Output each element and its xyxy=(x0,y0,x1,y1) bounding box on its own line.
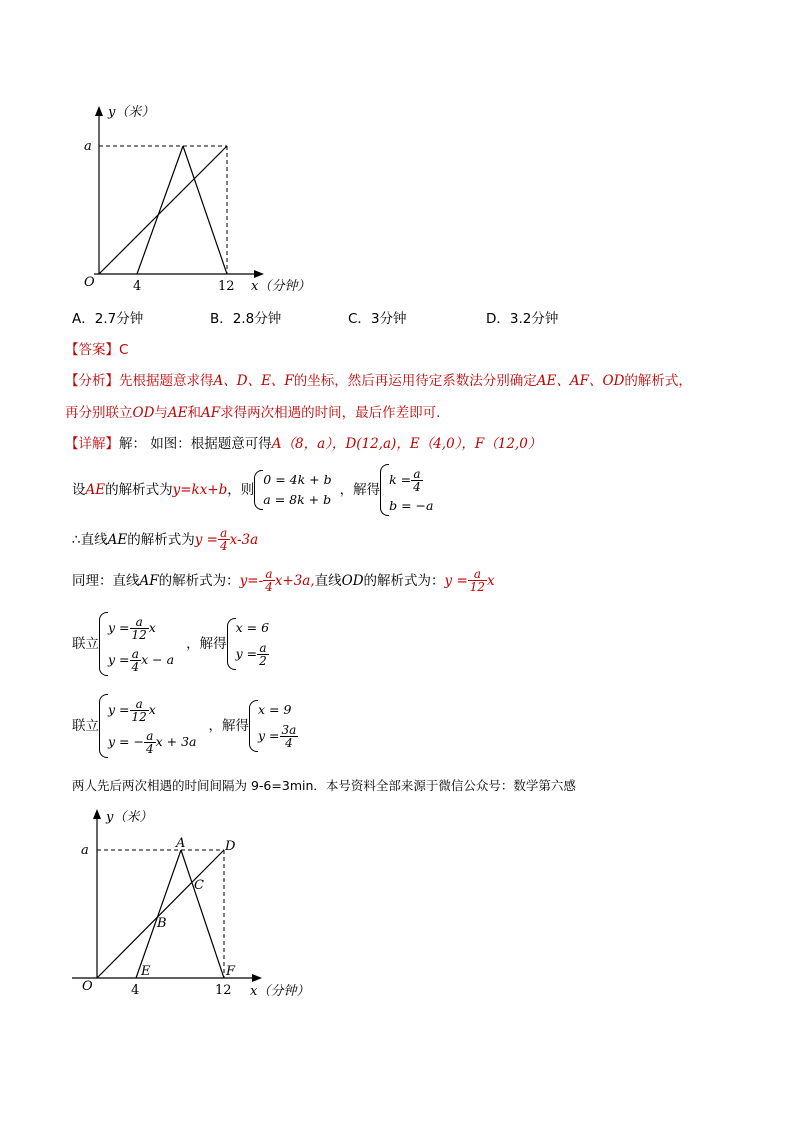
detail-conclusion: 两人先后两次相遇的时间间隔为 9-6=3min．本号资料全部来源于微信公众号：数学第六感 xyxy=(72,778,576,793)
same-od: OD xyxy=(341,572,364,589)
s1-sol-den: 2 xyxy=(259,654,267,668)
s2-r1-x: x xyxy=(148,702,156,717)
s2-solution xyxy=(249,700,298,752)
s2-lianli: 联立 xyxy=(72,718,99,734)
s2-row-1 xyxy=(108,694,197,726)
same-text-d: 的解析式为： xyxy=(363,572,445,589)
s2-sol-num: 3a xyxy=(281,723,297,737)
k-num: a xyxy=(413,467,421,481)
same-y: y=- xyxy=(239,572,264,589)
g2-tick-4: 4 xyxy=(131,983,140,998)
k-lhs: k = xyxy=(389,472,412,487)
x-axis-arrow xyxy=(254,270,264,278)
s1-r1-den: 12 xyxy=(131,628,147,642)
point-e: E（4,0）， xyxy=(409,436,475,452)
option-d[interactable] xyxy=(486,310,558,328)
s2-r2-den: 4 xyxy=(145,742,154,756)
analysis-tag: 【分析】 xyxy=(65,373,119,389)
s2-row-2 xyxy=(108,726,197,758)
od-y: y = xyxy=(444,572,468,589)
s2-r1-frac xyxy=(130,698,149,723)
line-ae-text-a: ∴直线 xyxy=(72,531,108,548)
s2-r1-num: a xyxy=(135,697,143,711)
g2-point-e: E xyxy=(141,964,151,979)
s1-brace xyxy=(99,612,108,676)
same-tail: x+3a, xyxy=(274,572,315,589)
s1-r2-den: 4 xyxy=(131,660,140,674)
s1-r2-x: x − a xyxy=(141,652,175,667)
od-den: 12 xyxy=(469,580,486,594)
system-ae-eq2: a = 8k + b xyxy=(263,492,332,507)
s2-sol-x: x = 9 xyxy=(258,702,292,717)
y-axis-arrow xyxy=(95,106,103,116)
g2-y-axis-label: y（米） xyxy=(106,810,153,825)
set-text-a: 设 xyxy=(72,482,86,498)
option-b[interactable] xyxy=(210,310,281,328)
analysis-text-2c: 和 xyxy=(187,405,202,421)
s1-sol-num: a xyxy=(259,641,267,655)
analysis-od: OD xyxy=(132,405,155,421)
s2-system xyxy=(99,694,197,758)
same-text-b: 的解析式为： xyxy=(158,572,240,589)
graph1-tick-12: 12 xyxy=(218,279,235,294)
solution-b: b = −a xyxy=(389,498,434,513)
s1-sol-x: x = 6 xyxy=(235,620,270,635)
detail-system-2 xyxy=(72,694,298,758)
detail-set-ae xyxy=(72,464,433,516)
option-a-letter: A． xyxy=(72,311,95,327)
s2-brace xyxy=(99,694,108,758)
same-text-a: 同理：直线 xyxy=(72,572,140,589)
line-ea xyxy=(137,146,183,274)
same-text-c: 直线 xyxy=(314,572,342,589)
option-b-letter: B． xyxy=(210,311,233,327)
s1-solution xyxy=(227,618,269,670)
point-d: D(12,a)， xyxy=(345,436,410,452)
g2-point-d: D xyxy=(225,839,236,854)
analysis-line-2 xyxy=(65,404,440,422)
option-a-text: 2.7分钟 xyxy=(94,311,144,327)
g2-point-f: F xyxy=(226,964,236,979)
line-ae-ae: AE xyxy=(107,531,128,548)
solve-text: ，解得 xyxy=(339,482,381,498)
s2-solve: ，解得 xyxy=(208,718,249,734)
s2-r2-y: y = − xyxy=(108,734,144,749)
line-ae-tail: x-3a xyxy=(229,531,259,548)
g2-point-a: A xyxy=(176,836,186,851)
analysis-text-1c: 的解析式， xyxy=(624,373,692,389)
s1-lianli: 联立 xyxy=(72,636,99,652)
s1-sol-frac xyxy=(257,642,269,667)
answer-value: C xyxy=(119,342,129,358)
g2-point-b: B xyxy=(157,916,167,931)
s2-sol-den: 4 xyxy=(280,736,299,749)
analysis-line-1 xyxy=(65,372,692,390)
g2-line-od xyxy=(97,850,224,978)
point-f: F（12,0） xyxy=(474,436,542,452)
s2-r1-den: 12 xyxy=(131,710,147,724)
detail-intro: 解： 如图：根据题意可得 xyxy=(119,436,272,452)
k-frac xyxy=(411,468,423,493)
s1-r2-y: y = xyxy=(108,652,130,667)
analysis-text-2b: 与 xyxy=(154,405,168,421)
s2-sol-yl: y = xyxy=(258,728,280,743)
system-ae-eq1: 0 = 4k + b xyxy=(263,472,332,487)
line-af xyxy=(183,146,227,274)
set-text-b: 的解析式为 xyxy=(105,482,173,498)
graph-1 xyxy=(70,100,330,300)
g2-origin-label: O xyxy=(82,979,93,994)
set-text-c: ，则 xyxy=(227,482,255,498)
s1-r2-frac xyxy=(130,648,142,673)
s2-r2-x: x + 3a xyxy=(155,734,197,749)
analysis-af: AF xyxy=(201,405,221,421)
line-ae-frac xyxy=(218,527,230,552)
s1-row-1 xyxy=(108,612,174,644)
analysis-text-1a: 先根据题意求得 xyxy=(119,373,214,389)
solution-k xyxy=(389,464,433,496)
detail-line-af-od xyxy=(72,568,495,593)
graph1-tick-4: 4 xyxy=(133,279,142,294)
s1-sol-brace xyxy=(227,618,236,670)
detail-line-ae xyxy=(72,527,258,552)
graph1-a-label: a xyxy=(84,139,92,154)
point-a: A（8，a）， xyxy=(271,436,346,452)
answer-line xyxy=(65,341,128,359)
answer-tag: 【答案】 xyxy=(65,342,119,358)
detail-line-1 xyxy=(65,435,541,453)
option-c-text: 3分钟 xyxy=(370,311,407,327)
line-ae-text-c: 的解析式为 xyxy=(127,531,195,548)
s1-r1-y: y = xyxy=(108,620,130,635)
analysis-text-1b: 的坐标，然后再运用待定系数法分别确定 xyxy=(293,373,537,389)
line-ae-y: y = xyxy=(194,531,218,548)
line-ae-num: a xyxy=(220,526,228,540)
option-d-text: 3.2分钟 xyxy=(509,311,559,327)
od-num: a xyxy=(473,567,481,581)
od-frac xyxy=(468,568,487,593)
g2-x-axis-arrow xyxy=(252,974,262,982)
line-ae-den: 4 xyxy=(219,539,228,553)
analysis-lines: AE、AF、OD xyxy=(536,373,625,389)
graph1-y-axis-label: y（米） xyxy=(108,105,155,120)
s2-r2-num: a xyxy=(146,729,154,743)
g2-x-axis-label: x（分钟） xyxy=(250,984,310,999)
s1-sol-yl: y = xyxy=(235,646,258,661)
s1-r1-x: x xyxy=(148,620,156,635)
same-den: 4 xyxy=(265,580,273,594)
k-den: 4 xyxy=(413,480,421,494)
detail-system-1 xyxy=(72,612,269,676)
g2-point-c: C xyxy=(194,878,204,893)
system-brace xyxy=(254,470,263,510)
graph1-origin-label: O xyxy=(84,275,95,290)
option-c-letter: C． xyxy=(348,311,371,327)
option-d-letter: D． xyxy=(486,311,510,327)
option-c[interactable] xyxy=(348,310,407,328)
solution-ae xyxy=(380,464,433,516)
analysis-points: A、D、E、F xyxy=(213,373,294,389)
s1-solve: ，解得 xyxy=(186,636,227,652)
graph-2 xyxy=(68,803,338,1008)
s2-r2-frac xyxy=(144,730,156,755)
g2-line-ea xyxy=(136,850,181,978)
g2-tick-12: 12 xyxy=(215,983,232,998)
same-num: a xyxy=(265,567,273,581)
od-tail: x xyxy=(487,572,495,589)
s1-sol-y xyxy=(236,638,269,670)
analysis-text-2a: 再分别联立 xyxy=(65,405,133,421)
analysis-ae: AE xyxy=(167,405,188,421)
g2-line-af xyxy=(181,850,224,978)
s2-sol-brace xyxy=(249,700,258,752)
s1-r1-num: a xyxy=(135,615,143,629)
s2-sol-frac xyxy=(280,724,299,749)
solution-brace xyxy=(380,464,389,516)
s2-sol-y xyxy=(258,720,298,752)
s1-r1-frac xyxy=(130,616,149,641)
s1-system xyxy=(99,612,174,676)
analysis-text-2d: 求得两次相遇的时间，最后作差即可. xyxy=(220,405,441,421)
graph1-x-axis-label: x（分钟） xyxy=(251,279,311,294)
system-ae xyxy=(254,470,331,510)
detail-tag: 【详解】 xyxy=(65,436,119,452)
s2-r1-y: y = xyxy=(108,702,130,717)
option-a[interactable] xyxy=(72,310,143,328)
g2-y-axis-arrow xyxy=(93,809,101,819)
set-ae: AE xyxy=(85,482,106,498)
s1-r2-num: a xyxy=(131,647,139,661)
set-form: y=kx+b xyxy=(172,482,228,498)
s1-row-2 xyxy=(108,644,174,676)
option-b-text: 2.8分钟 xyxy=(232,311,282,327)
same-frac xyxy=(263,568,275,593)
same-af: AF xyxy=(139,572,159,589)
g2-a-label: a xyxy=(81,843,89,858)
line-od xyxy=(99,146,227,274)
